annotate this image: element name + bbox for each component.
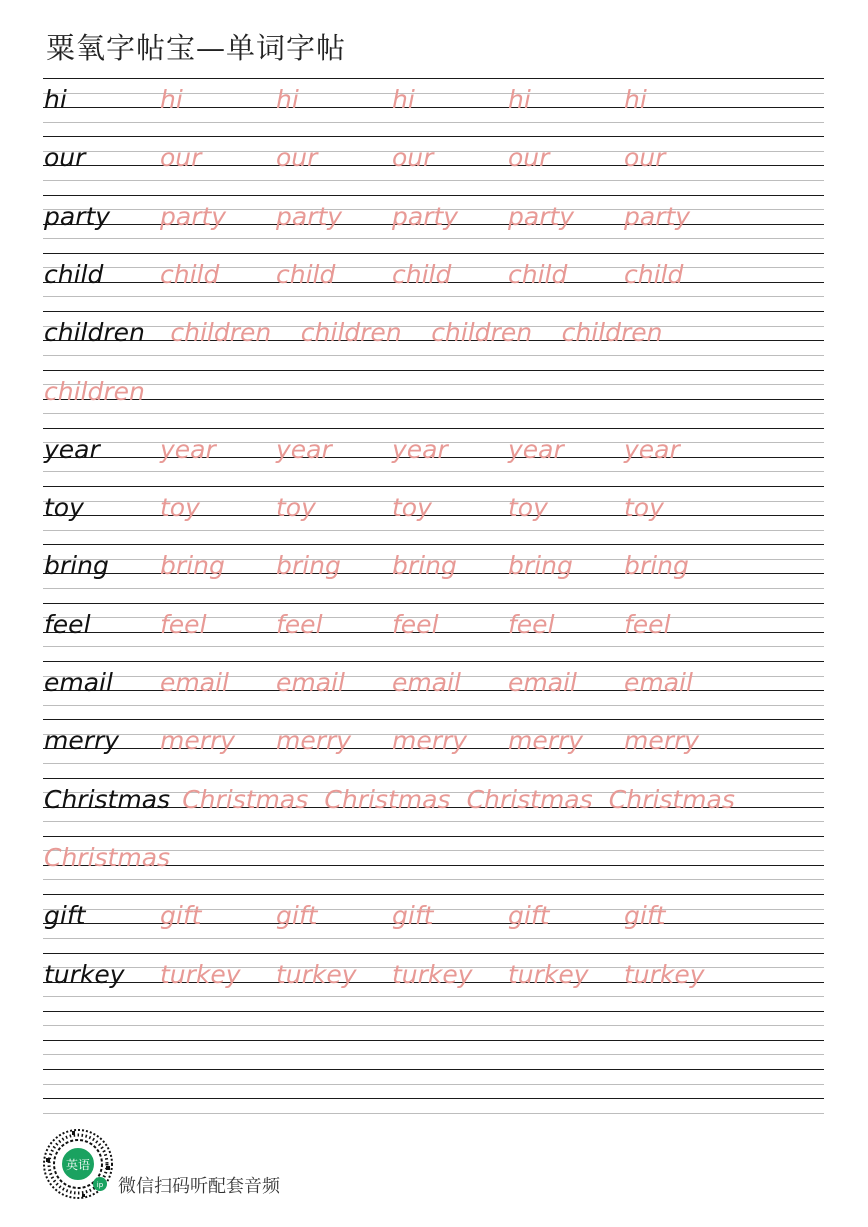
guide-line-bottom: [43, 238, 824, 239]
qr-badge-label: 英语: [65, 1158, 91, 1172]
trace-word: turkey: [276, 959, 357, 989]
trace-word: feel: [276, 609, 323, 639]
guide-line-top: [43, 78, 824, 79]
guide-line-top: [43, 603, 824, 604]
trace-word: party: [508, 201, 575, 231]
trace-word: hi: [624, 85, 647, 114]
trace-word: email: [276, 668, 345, 697]
trace-word: children: [300, 318, 402, 348]
trace-word: feel: [160, 609, 207, 639]
trace-word: our: [508, 143, 550, 173]
guide-line-bottom: [43, 413, 824, 414]
trace-word: children: [44, 376, 145, 406]
trace-word: feel: [392, 609, 439, 639]
trace-word: children: [431, 318, 533, 348]
trace-word: gift: [624, 901, 666, 931]
model-word: hi: [44, 85, 67, 114]
guide-line-bottom: [43, 763, 824, 764]
guide-line-top: [43, 544, 824, 545]
trace-word: year: [392, 434, 448, 464]
trace-word: gift: [392, 901, 434, 931]
trace-word: bring: [392, 551, 457, 581]
trace-word: gift: [276, 901, 318, 931]
trace-word: bring: [160, 551, 225, 581]
trace-word: email: [392, 668, 461, 697]
guide-line-base: [43, 1040, 824, 1041]
trace-word: Christmas: [324, 784, 451, 814]
trace-word: toy: [160, 493, 200, 523]
guide-line-bottom: [43, 355, 824, 356]
model-word: children: [44, 318, 145, 348]
qr-code-icon: [42, 1128, 114, 1200]
trace-word: Christmas: [608, 784, 735, 814]
guide-line-top: [43, 253, 824, 254]
trace-word: toy: [624, 493, 664, 523]
trace-word: merry: [392, 726, 468, 756]
trace-word: child: [508, 259, 568, 289]
trace-word: party: [624, 201, 691, 231]
trace-word: turkey: [392, 959, 473, 989]
trace-word: hi: [276, 85, 299, 114]
trace-word: hi: [160, 85, 183, 114]
trace-word: our: [160, 143, 202, 173]
guide-line-base: [43, 399, 824, 400]
guide-line-mid: [43, 1084, 824, 1085]
guide-line-bottom: [43, 646, 824, 647]
trace-word: child: [276, 259, 336, 289]
trace-word: merry: [276, 726, 352, 756]
guide-line-bottom: [43, 996, 824, 997]
trace-word: year: [160, 434, 216, 464]
trace-word: hi: [508, 85, 531, 114]
qr-corner-label: ip: [96, 1181, 104, 1189]
trace-word: email: [508, 668, 577, 697]
trace-word: turkey: [624, 959, 705, 989]
model-word: child: [44, 259, 104, 289]
guide-line-top: [43, 311, 824, 312]
trace-word: party: [392, 201, 459, 231]
trace-word: turkey: [508, 959, 589, 989]
trace-word: children: [170, 318, 272, 348]
trace-word: gift: [508, 901, 550, 931]
guide-line-top: [43, 661, 824, 662]
trace-word: party: [276, 201, 343, 231]
trace-word: children: [561, 318, 663, 348]
guide-line-top: [43, 894, 824, 895]
trace-word: child: [392, 259, 452, 289]
trace-word: feel: [624, 609, 671, 639]
guide-line-bottom: [43, 588, 824, 589]
trace-word: merry: [624, 726, 700, 756]
guide-line-mid: [43, 1025, 824, 1026]
model-word: toy: [44, 493, 84, 523]
trace-word: merry: [508, 726, 584, 756]
guide-line-bottom: [43, 821, 824, 822]
trace-word: email: [160, 668, 229, 697]
guide-line-bottom: [43, 122, 824, 123]
guide-line-bottom: [43, 296, 824, 297]
trace-word: Christmas: [44, 842, 171, 872]
scan-instruction: 微信扫码听配套音频: [118, 1176, 280, 1197]
model-word: email: [44, 668, 113, 697]
page-title: 粟氧字帖宝—单词字帖: [46, 31, 347, 65]
model-word: our: [44, 143, 86, 173]
trace-word: turkey: [160, 959, 241, 989]
trace-word: hi: [392, 85, 415, 114]
model-word: gift: [44, 901, 86, 931]
guide-line-top: [43, 428, 824, 429]
trace-word: child: [160, 259, 220, 289]
guide-line-base: [43, 1098, 824, 1099]
trace-word: toy: [392, 493, 432, 523]
trace-word: gift: [160, 901, 202, 931]
model-word: year: [44, 434, 100, 464]
guide-line-top: [43, 486, 824, 487]
guide-line-mid: [43, 384, 824, 385]
trace-word: merry: [160, 726, 236, 756]
guide-line-top: [43, 778, 824, 779]
guide-line-bottom: [43, 471, 824, 472]
trace-word: toy: [508, 493, 548, 523]
model-word: Christmas: [44, 784, 171, 814]
trace-word: our: [392, 143, 434, 173]
trace-word: year: [508, 434, 564, 464]
trace-word: party: [160, 201, 227, 231]
guide-line-top: [43, 136, 824, 137]
guide-line-top: [43, 836, 824, 837]
model-word: party: [44, 201, 111, 231]
model-word: bring: [44, 551, 109, 581]
trace-word: child: [624, 259, 684, 289]
qr-code[interactable]: [42, 1128, 114, 1204]
trace-word: Christmas: [182, 784, 309, 814]
trace-word: email: [624, 668, 693, 697]
guide-line-bottom: [43, 705, 824, 706]
guide-line-top: [43, 719, 824, 720]
trace-word: feel: [508, 609, 555, 639]
guide-line-top: [43, 1011, 824, 1012]
guide-line-top: [43, 953, 824, 954]
guide-line-bottom: [43, 1113, 824, 1114]
guide-line-top: [43, 1069, 824, 1070]
model-word: merry: [44, 726, 120, 756]
trace-word: our: [276, 143, 318, 173]
guide-line-bottom: [43, 530, 824, 531]
trace-word: Christmas: [466, 784, 593, 814]
guide-line-bottom: [43, 879, 824, 880]
guide-line-bottom: [43, 1054, 824, 1055]
trace-word: bring: [508, 551, 573, 581]
guide-line-bottom: [43, 180, 824, 181]
trace-word: toy: [276, 493, 316, 523]
guide-line-top: [43, 195, 824, 196]
model-word: feel: [44, 609, 91, 639]
trace-word: bring: [276, 551, 341, 581]
model-word: turkey: [44, 959, 125, 989]
trace-word: our: [624, 143, 666, 173]
trace-word: bring: [624, 551, 689, 581]
trace-word: year: [276, 434, 332, 464]
trace-word: year: [624, 434, 680, 464]
guide-line-top: [43, 370, 824, 371]
guide-line-bottom: [43, 938, 824, 939]
